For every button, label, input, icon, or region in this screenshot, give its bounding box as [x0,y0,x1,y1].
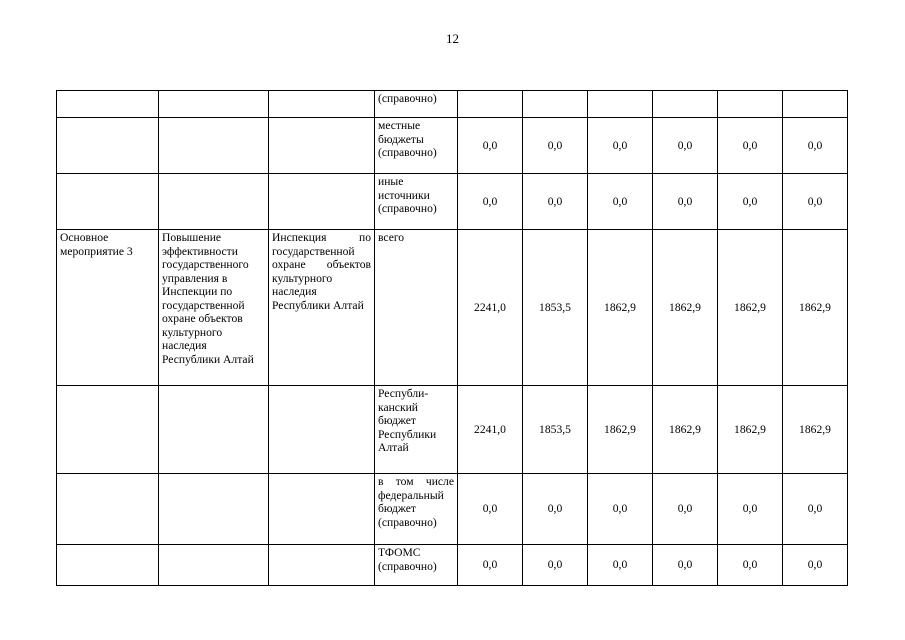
budget-table-body [57,91,848,586]
table-row [57,545,848,586]
table-row [57,174,848,230]
value-cell: 0,0 [718,118,783,174]
value-cell: 0,0 [458,118,523,174]
funding-source-cell: (справочно) [375,91,458,118]
value-cell [588,91,653,118]
value-cell: 0,0 [588,174,653,230]
value-cell: 0,0 [783,474,848,545]
value-cell: 1862,9 [783,230,848,386]
goal-cell [159,545,269,586]
goal-cell [159,474,269,545]
goal-cell [159,386,269,474]
value-cell: 0,0 [718,545,783,586]
value-cell: 1862,9 [783,386,848,474]
value-cell: 0,0 [783,545,848,586]
value-cell: 0,0 [783,174,848,230]
goal-cell [159,118,269,174]
value-cell: 0,0 [523,545,588,586]
value-cell: 0,0 [458,545,523,586]
executor-cell [269,386,375,474]
measure-cell [57,474,159,545]
value-cell: 0,0 [588,118,653,174]
executor-cell [269,474,375,545]
value-cell: 0,0 [523,174,588,230]
value-cell [523,91,588,118]
funding-source-cell: в том числе федеральный бюджет (справочно) [375,474,458,545]
value-cell [653,91,718,118]
goal-cell [159,174,269,230]
funding-source-cell: иные источники (справочно) [375,174,458,230]
executor-cell [269,545,375,586]
value-cell: 0,0 [523,474,588,545]
value-cell: 1862,9 [588,230,653,386]
value-cell [783,91,848,118]
value-cell: 0,0 [718,474,783,545]
value-cell: 2241,0 [458,386,523,474]
value-cell: 2241,0 [458,230,523,386]
goal-cell [159,91,269,118]
value-cell: 1862,9 [588,386,653,474]
page-number: 12 [446,31,459,46]
funding-source-cell: местные бюджеты (справочно) [375,118,458,174]
funding-source-cell: всего [375,230,458,386]
measure-cell [57,386,159,474]
value-cell: 0,0 [588,545,653,586]
value-cell: 1862,9 [718,386,783,474]
table-row [57,474,848,545]
table-row [57,118,848,174]
executor-cell [269,91,375,118]
measure-cell [57,118,159,174]
executor-cell [269,174,375,230]
funding-source-cell: Республи-канский бюджет Республики Алтай [375,386,458,474]
value-cell [718,91,783,118]
value-cell [458,91,523,118]
value-cell: 0,0 [783,118,848,174]
value-cell: 0,0 [458,174,523,230]
budget-table [56,90,848,586]
value-cell: 0,0 [458,474,523,545]
goal-cell: Повышение эффективности государственного управления в Инспекции по государственной охране объектов культурного наследия Республики Алтай [159,230,269,386]
value-cell: 1862,9 [653,230,718,386]
table-row [57,91,848,118]
table-row [57,386,848,474]
value-cell: 0,0 [653,174,718,230]
value-cell: 1853,5 [523,386,588,474]
measure-cell [57,174,159,230]
measure-cell: Основное мероприятие 3 [57,230,159,386]
value-cell: 1862,9 [653,386,718,474]
value-cell: 0,0 [653,118,718,174]
value-cell: 1853,5 [523,230,588,386]
value-cell: 1862,9 [718,230,783,386]
measure-cell [57,91,159,118]
measure-cell [57,545,159,586]
value-cell: 0,0 [718,174,783,230]
value-cell: 0,0 [653,474,718,545]
executor-cell [269,118,375,174]
executor-cell: Инспекция по государственной охране объектов культурного наследия Республики Алтай [269,230,375,386]
value-cell: 0,0 [653,545,718,586]
value-cell: 0,0 [588,474,653,545]
table-row [57,230,848,386]
funding-source-cell: ТФОМС (справочно) [375,545,458,586]
value-cell: 0,0 [523,118,588,174]
